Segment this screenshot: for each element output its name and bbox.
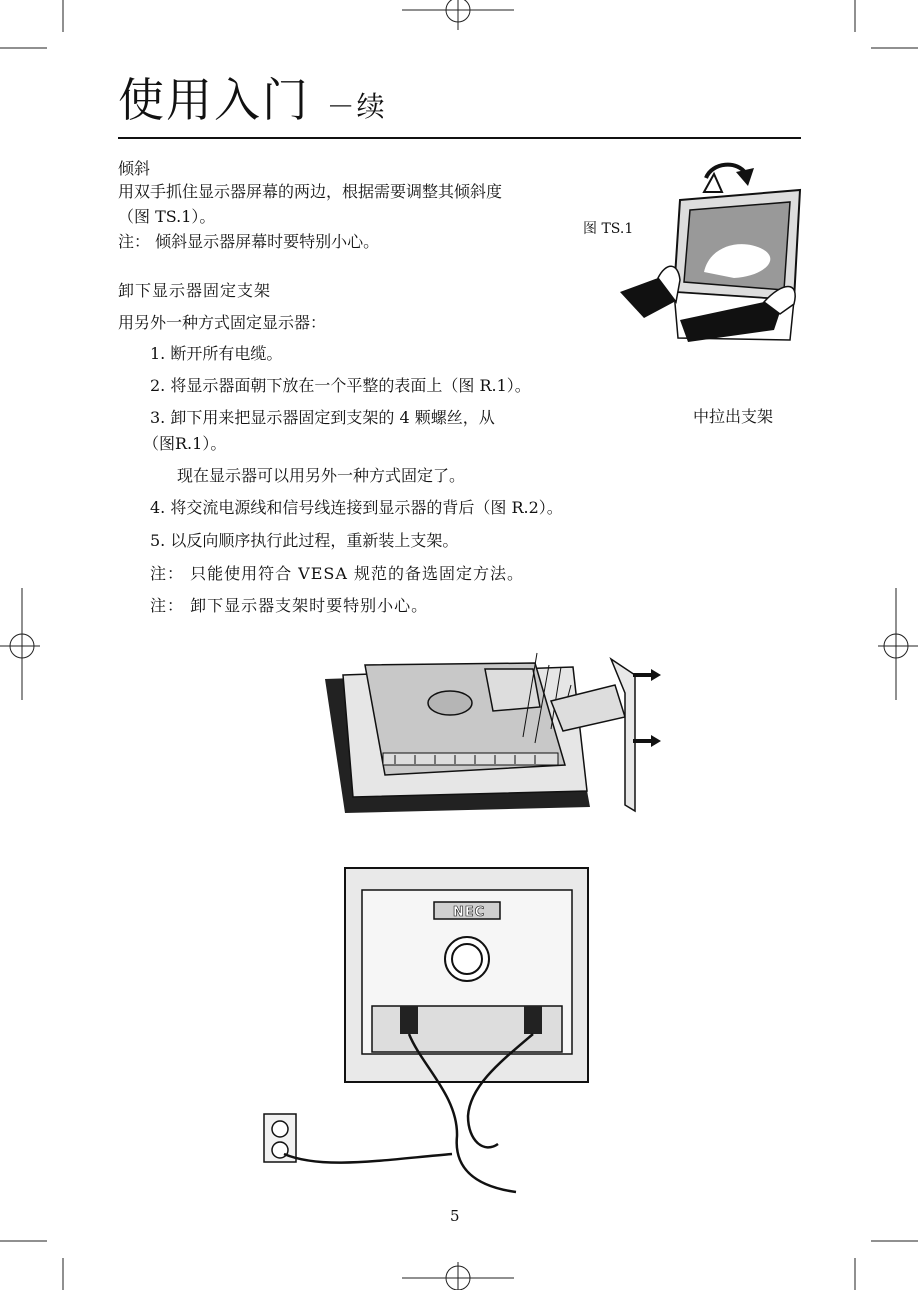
step-4: 4. 将交流电源线和信号线连接到显示器的背后（图 R.2）。: [150, 498, 563, 517]
step-1: 1. 断开所有电缆。: [150, 344, 283, 363]
tilt-line-1: 用双手抓住显示器屏幕的两边，根据需要调整其倾斜度: [118, 182, 503, 201]
step-3: 3. 卸下用来把显示器固定到支架的 4 颗螺丝，从: [150, 408, 495, 427]
figure-ts1-tilt-illustration: [614, 152, 814, 352]
note-vesa: 注： 只能使用符合 VESA 规范的备选固定方法。: [150, 564, 525, 583]
title-rule: [118, 137, 801, 139]
remove-intro: 用另外一种方式固定显示器：: [118, 313, 327, 332]
nec-logo: NEC: [452, 905, 486, 920]
figure-r1-stand-removal: [325, 645, 670, 815]
tilt-line-2: （图 TS.1）。: [118, 207, 216, 226]
page-number: 5: [450, 1207, 460, 1225]
tilt-note: 注： 倾斜显示器屏幕时要特别小心。: [118, 232, 380, 251]
figure-r2-cable-connection: [262, 866, 597, 1196]
note-careful: 注： 卸下显示器支架时要特别小心。: [150, 596, 429, 615]
page-title: [118, 72, 387, 135]
step-3-continued: （图R.1）。: [143, 434, 227, 453]
page-title-suffix: －续: [326, 90, 387, 123]
step-2: 2. 将显示器面朝下放在一个平整的表面上（图 R.1）。: [150, 376, 531, 395]
figure-ts1-label: 图 TS.1: [583, 221, 634, 237]
step-5: 5. 以反向顺序执行此过程，重新装上支架。: [150, 531, 459, 550]
remove-heading: 卸下显示器固定支架: [118, 281, 272, 300]
tilt-heading: 倾斜: [118, 159, 151, 178]
step-3-followup: 现在显示器可以用另外一种方式固定了。: [177, 466, 466, 485]
step-3-tail: 中拉出支架: [693, 407, 774, 426]
page-title-main: 使用入门: [118, 73, 310, 127]
